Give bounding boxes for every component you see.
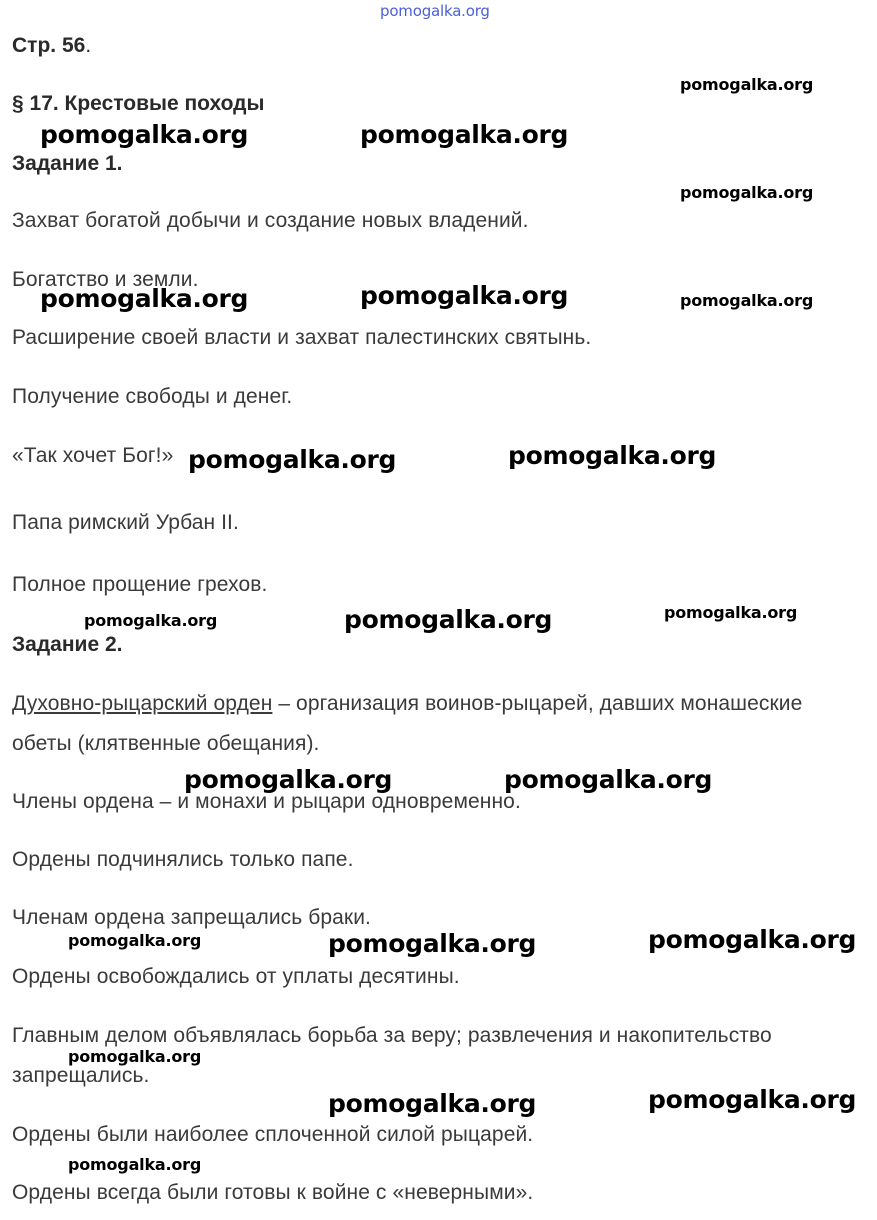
task1-line: Получение свободы и денег. [12,385,293,408]
task2-line: Ордены освобождались от уплаты десятины. [12,965,460,988]
task1-heading: Задание 1. [12,152,123,175]
watermark: pomogalka.org [328,1089,537,1118]
watermark: pomogalka.org [84,611,218,630]
watermark: pomogalka.org [680,291,814,310]
watermark: pomogalka.org [664,603,798,622]
task2-line: Главным делом объявлялась борьба за веру; развлечения и накопительство [12,1024,772,1047]
watermark: pomogalka.org [328,929,537,958]
watermark: pomogalka.org [648,925,857,954]
watermark: pomogalka.org [68,1155,202,1174]
watermark: pomogalka.org [648,1085,857,1114]
task2-line: Ордены всегда были готовы к войне с «неверными». [12,1181,534,1204]
page-reference-period: . [85,34,92,57]
definition-text: – организация воинов-рыцарей, давших монашеские [272,692,803,715]
task2-definition-line2: обеты (клятвенные обещания). [12,732,320,755]
watermark: pomogalka.org [40,284,249,313]
task2-line: Ордены были наиболее сплоченной силой рыцарей. [12,1123,534,1146]
watermark: pomogalka.org [68,1047,202,1066]
task2-line: Ордены подчинялись только папе. [12,848,354,871]
page-reference-text: Стр. 56 [12,34,86,57]
task2-line: Членам ордена запрещались браки. [12,906,371,929]
task2-line: запрещались. [12,1064,150,1087]
task1-line: Расширение своей власти и захват палестинских святынь. [12,326,592,349]
watermark: pomogalka.org [680,75,814,94]
watermark: pomogalka.org [360,281,569,310]
watermark: pomogalka.org [508,441,717,470]
top-watermark: pomogalka.org [380,2,490,20]
task2-definition [12,692,802,716]
task2-line: Члены ордена – и монахи и рыцари одновременно. [12,790,521,813]
watermark: pomogalka.org [184,765,393,794]
task1-line: Богатство и земли. [12,268,199,291]
section-title: § 17. Крестовые походы [12,92,265,115]
watermark: pomogalka.org [360,120,569,149]
page-reference [12,34,91,58]
watermark: pomogalka.org [680,183,814,202]
task1-line: Захват богатой добычи и создание новых владений. [12,209,529,232]
task1-line: «Так хочет Бог!» [12,444,174,467]
watermark: pomogalka.org [504,765,713,794]
task1-line: Полное прощение грехов. [12,573,268,596]
task2-heading: Задание 2. [12,633,123,656]
task1-line: Папа римский Урбан II. [12,511,239,534]
defined-term: Духовно-рыцарский орден [12,692,273,715]
watermark: pomogalka.org [68,931,202,950]
watermark: pomogalka.org [40,120,249,149]
watermark: pomogalka.org [344,605,553,634]
watermark: pomogalka.org [188,445,397,474]
